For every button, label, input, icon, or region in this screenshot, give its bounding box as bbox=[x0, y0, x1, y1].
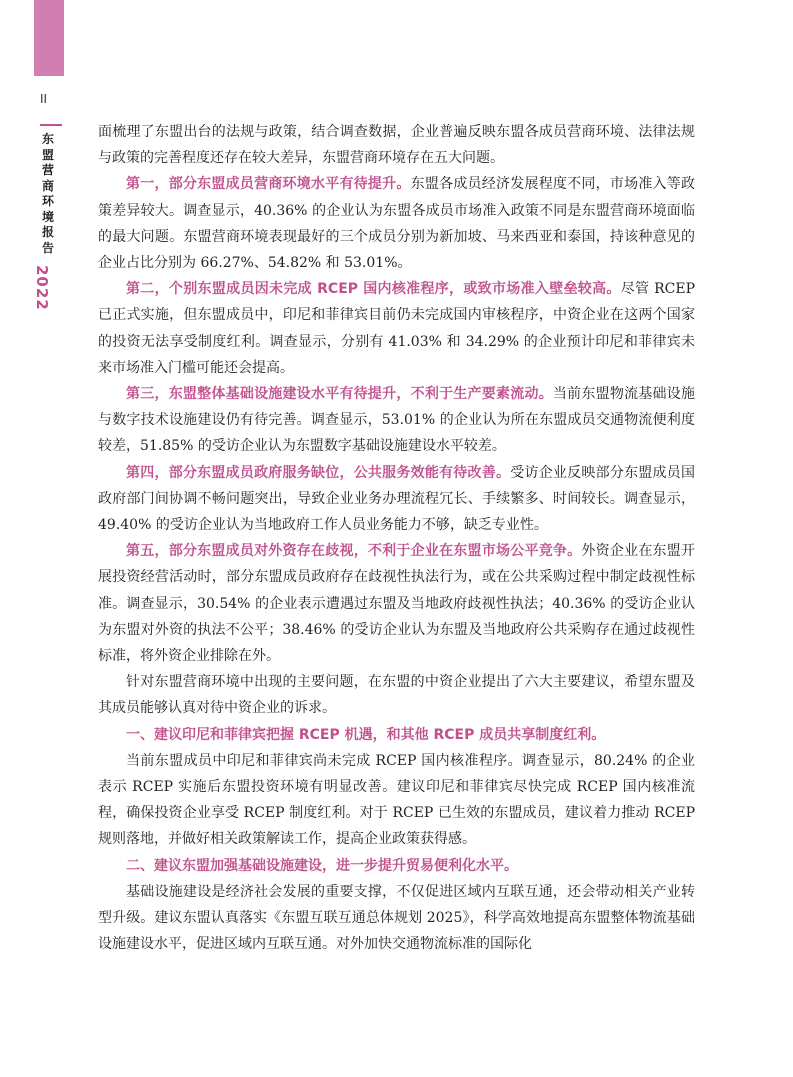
paragraph-text: 面梳理了东盟出台的法规与政策，结合调查数据，企业普遍反映东盟各成员营商环境、法律法规与政策的完善程度还存在较大差异，东盟营商环境存在五大问题。 bbox=[98, 124, 695, 167]
paragraph bbox=[98, 748, 695, 853]
paragraph-text: 当前东盟成员中印尼和菲律宾尚未完成 RCEP 国内核准程序。调查显示，80.24% 的企业表示 RCEP 实施后东盟投资环境有明显改善。建议印尼和菲律宾尽快完成 RCEP 国内核准流程，确保投资企业享受 RCEP 制度红利。对于 RCEP 已生效的东盟成员，建议着力推动 RCEP 规则落地，并做好相关政策解读工作，提高企业政策获得感。 bbox=[98, 752, 695, 848]
paragraph-text: 受访企业反映部分东盟成员国政府部门间协调不畅问题突出，导致企业业务办理流程冗长、手续繁多、时间较长。调查显示，49.40% 的受访企业认为当地政府工作人员业务能力不够，缺乏专业性。 bbox=[98, 464, 696, 534]
paragraph-text: 外资企业在东盟开展投资经营活动时，部分东盟成员政府存在歧视性执法行为，或在公共采购过程中制定歧视性标准。调查显示，30.54% 的企业表示遭遇过东盟及当地政府歧视性执法；40.36% 的受访企业认为东盟对外资的执法不公平；38.46% 的受访企业认为东盟及当地政府公共采购存在通过歧视性标准，将外资企业排除在外。 bbox=[98, 543, 696, 665]
paragraph-highlight: 第一，部分东盟成员营商环境水平有待提升。 bbox=[126, 176, 411, 193]
paragraph-highlight: 第四，部分东盟成员政府服务缺位，公共服务效能有待改善。 bbox=[126, 464, 511, 481]
paragraph-highlight: 第三，东盟整体基础设施建设水平有待提升，不利于生产要素流动。 bbox=[126, 386, 553, 403]
paragraph-text: 基础设施建设是经济社会发展的重要支撑，不仅促进区域内互联互通，还会带动相关产业转型升级。建议东盟认真落实《东盟互联互通总体规划 2025》，科学高效地提高东盟整体物流基础设施建设水平，促进区域内互联互通。对外加快交通物流标准的国际化 bbox=[98, 883, 695, 953]
running-year: 2022 bbox=[33, 265, 51, 311]
paragraph bbox=[98, 276, 695, 381]
paragraph bbox=[98, 381, 695, 460]
paragraph bbox=[98, 853, 695, 879]
paragraph-highlight: 一、建议印尼和菲律宾把握 RCEP 机遇，和其他 RCEP 成员共享制度红利。 bbox=[126, 726, 606, 743]
paragraph bbox=[98, 538, 695, 669]
paragraph bbox=[98, 669, 695, 721]
paragraph-text: 当前东盟物流基础设施与数字技术设施建设仍有待完善。调查显示，53.01% 的企业认为所在东盟成员交通物流便利度较差，51.85% 的受访企业认为东盟数字基础设施建设水平较差。 bbox=[98, 386, 695, 455]
paragraph-highlight: 二、建议东盟加强基础设施建设，进一步提升贸易便利化水平。 bbox=[126, 857, 518, 874]
side-divider bbox=[40, 124, 62, 126]
paragraph-text: 针对东盟营商环境中出现的主要问题，在东盟的中资企业提出了六大主要建议，希望东盟及其成员能够认真对待中资企业的诉求。 bbox=[98, 674, 695, 717]
page-number: II bbox=[40, 92, 48, 106]
paragraph bbox=[98, 722, 695, 748]
page-corner-tab bbox=[34, 0, 64, 76]
paragraph-text: 东盟各成员经济发展程度不同，市场准入等政策差异较大。调查显示，40.36% 的企业认为东盟各成员市场准入政策不同是东盟营商环境面临的最大问题。东盟营商环境表现最好的三个成员分别为新加坡、马来西亚和泰国，持该种意见的企业占比分别为 66.27%、54.82% 和 53.01%。 bbox=[98, 176, 696, 272]
paragraph bbox=[98, 171, 695, 276]
paragraph-highlight: 第五，部分东盟成员对外资存在歧视，不利于企业在东盟市场公平竞争。 bbox=[126, 543, 582, 560]
paragraph-text: 尽管 RCEP 已正式实施，但东盟成员中，印尼和菲律宾目前仍未完成国内审核程序，中资企业在这两个国家的投资无法享受制度红利。调查显示，分别有 41.03% 和 34.29% 的企业预计印尼和菲律宾未来市场准入门槛可能还会提高。 bbox=[98, 281, 695, 376]
paragraph-highlight: 第二，个别东盟成员因未完成 RCEP 国内核准程序，或致市场准入壁垒较高。 bbox=[126, 281, 621, 298]
paragraph bbox=[98, 119, 695, 171]
body-text bbox=[98, 119, 695, 958]
paragraph bbox=[98, 460, 695, 539]
running-title: 东盟营商环境报告 bbox=[41, 132, 54, 255]
paragraph bbox=[98, 879, 695, 958]
